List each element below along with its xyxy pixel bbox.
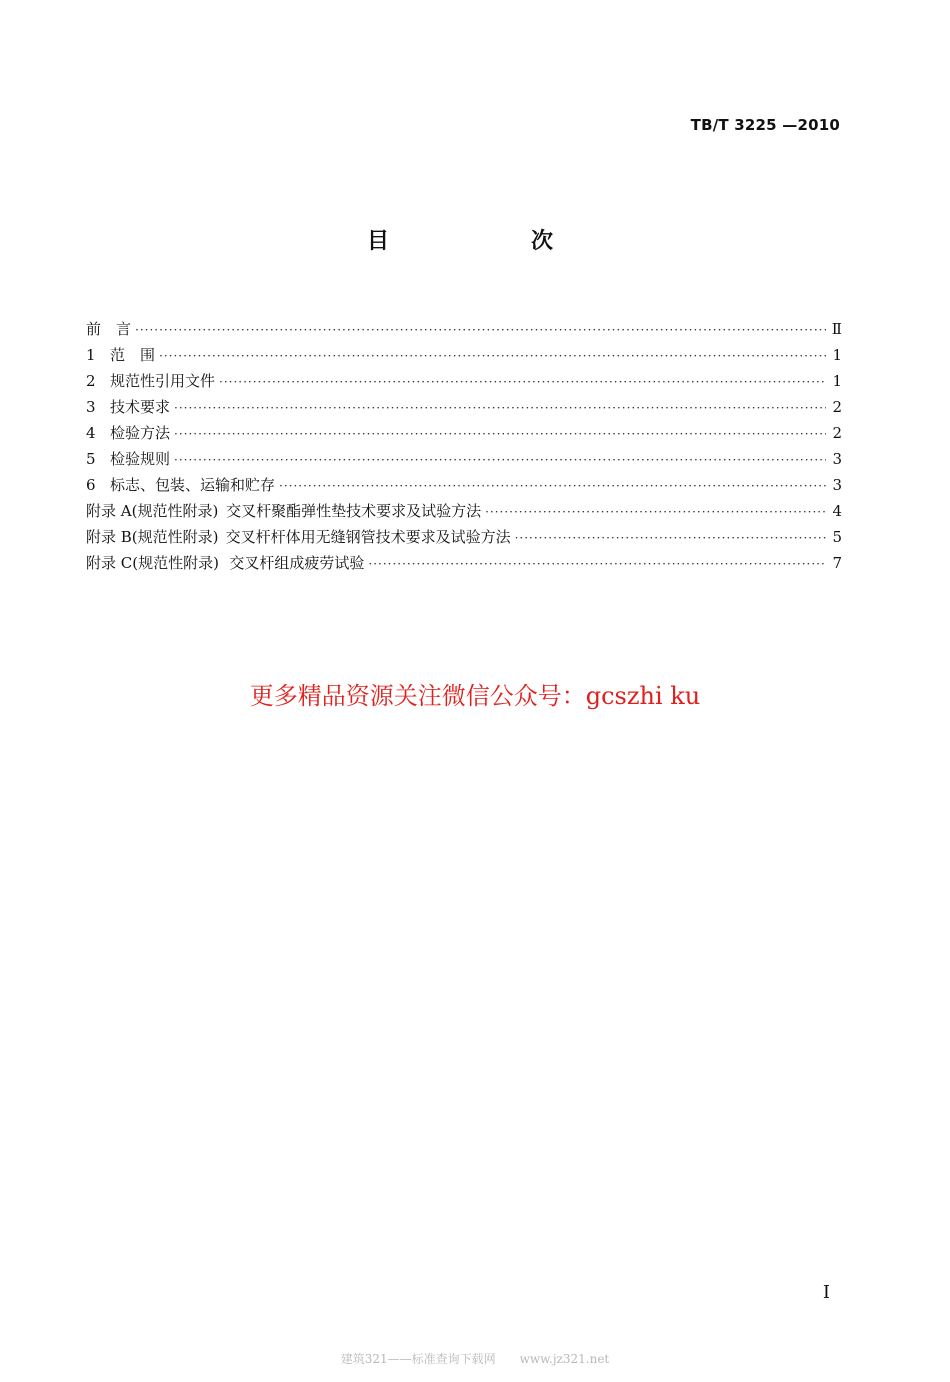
toc-entry-title: 检验规则	[110, 450, 171, 468]
toc-leader-dots	[219, 375, 826, 389]
toc-leader-dots	[279, 479, 826, 493]
toc-entry-annex-c[interactable]	[86, 552, 842, 578]
page-title: 目 次	[366, 229, 613, 254]
toc-entry-page: 2	[832, 424, 842, 442]
toc-entry-page: 3	[832, 476, 842, 494]
toc-entry-number: 4	[86, 424, 96, 442]
toc-entry-page: 5	[832, 528, 842, 546]
toc-entry-page: 4	[832, 502, 842, 520]
toc-leader-dots	[174, 453, 826, 467]
toc-entry-number: 1	[86, 346, 96, 364]
toc-entry-title: 检验方法	[110, 424, 171, 442]
toc-leader-dots	[159, 349, 826, 363]
toc-entry-page: 3	[832, 450, 842, 468]
toc-entry-foreword[interactable]	[86, 318, 842, 344]
toc-entry-page: 1	[832, 372, 842, 390]
toc-entry-title: 交叉杆杆体用无缝钢管技术要求及试验方法	[225, 528, 511, 546]
toc-entry-5[interactable]	[86, 448, 842, 474]
toc-entry-4[interactable]	[86, 422, 842, 448]
toc-entry-annex-a[interactable]	[86, 500, 842, 526]
toc-entry-page: Ⅱ	[831, 320, 842, 338]
toc-entry-number: 6	[86, 476, 96, 494]
toc-leader-dots	[515, 531, 826, 545]
toc-entry-1[interactable]	[86, 344, 842, 370]
toc-entry-annex-b[interactable]	[86, 526, 842, 552]
toc-entry-number: 附录 A(规范性附录)	[86, 502, 219, 520]
toc-entry-title: 技术要求	[110, 398, 171, 416]
toc-entry-2[interactable]	[86, 370, 842, 396]
standard-code: TB/T 3225 —2010	[690, 116, 840, 134]
toc-entry-number: 附录 C(规范性附录)	[86, 554, 219, 572]
toc-leader-dots	[485, 505, 826, 519]
toc-leader-dots	[368, 557, 826, 571]
toc-entry-page: 2	[832, 398, 842, 416]
promo-text: 更多精品资源关注微信公众号：gcszhi ku	[249, 682, 701, 710]
toc-entry-3[interactable]	[86, 396, 842, 422]
page-number: Ⅰ	[822, 1282, 830, 1303]
toc-entry-title: 交叉杆聚酯弹性垫技术要求及试验方法	[226, 502, 482, 520]
toc-entry-title: 前 言	[86, 320, 132, 338]
toc-entry-number: 3	[86, 398, 96, 416]
toc-entry-page: 7	[832, 554, 842, 572]
toc-entry-title: 范 围	[110, 346, 156, 364]
toc-entry-title: 交叉杆组成疲劳试验	[229, 554, 365, 572]
toc-entry-number: 2	[86, 372, 96, 390]
toc-leader-dots	[135, 323, 826, 337]
toc-entry-page: 1	[832, 346, 842, 364]
toc-entry-number: 附录 B(规范性附录)	[86, 528, 219, 546]
toc-entry-title: 规范性引用文件	[110, 372, 216, 390]
toc-leader-dots	[174, 427, 826, 441]
table-of-contents	[86, 318, 842, 578]
toc-entry-number: 5	[86, 450, 96, 468]
footer-watermark: 建筑321——标准查询下载网 www.jz321.net	[340, 1352, 610, 1366]
toc-leader-dots	[174, 401, 826, 415]
toc-entry-6[interactable]	[86, 474, 842, 500]
toc-entry-title: 标志、包装、运输和贮存	[110, 476, 276, 494]
